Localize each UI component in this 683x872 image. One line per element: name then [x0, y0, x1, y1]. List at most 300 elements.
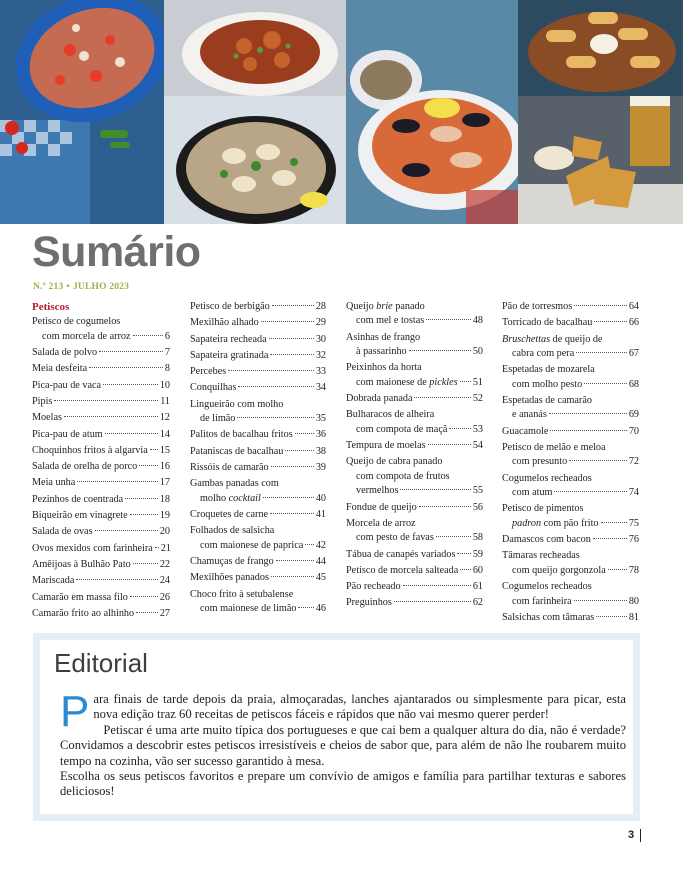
toc-entry-line — [190, 508, 326, 522]
toc-entry-line — [346, 548, 483, 562]
toc-entry-line — [32, 591, 170, 605]
toc-entry — [190, 508, 326, 522]
toc-leader-dots — [601, 522, 627, 523]
toc-entry-line — [346, 345, 483, 359]
toc-page-number: 80 — [628, 595, 639, 607]
toc-entry-title: Biqueirão em vinagrete — [32, 510, 128, 522]
photo-clams — [164, 96, 346, 224]
toc-entry — [190, 571, 326, 585]
toc-entry — [190, 398, 326, 427]
toc-entry-title: vermelhos — [356, 485, 399, 497]
toc-entry-line — [190, 555, 326, 569]
photo-octopus-salad — [0, 0, 164, 224]
toc-entry-title: com mel e tostas — [356, 315, 425, 327]
toc-entry — [346, 439, 483, 453]
toc-entry — [32, 509, 170, 523]
toc-page-number: 81 — [628, 611, 639, 623]
toc-leader-dots — [238, 386, 313, 387]
toc-page-number: 30 — [315, 333, 326, 345]
toc-leader-dots — [426, 319, 471, 320]
toc-entry — [32, 346, 170, 360]
toc-entry-title: Asinhas de frango — [346, 331, 421, 343]
toc-leader-dots — [270, 354, 313, 355]
toc-entry-line — [32, 379, 170, 393]
toc-page-number: 35 — [315, 413, 326, 425]
toc-entry — [502, 549, 639, 578]
toc-entry-line — [32, 574, 170, 588]
toc-entry-line — [502, 486, 639, 500]
toc-page-number: 66 — [628, 317, 639, 329]
toc-entry-line — [190, 349, 326, 363]
toc-page-number: 62 — [472, 597, 483, 609]
toc-entry-title: com maionese de pickles — [356, 376, 458, 388]
toc-entry-title: Queijo de cabra panado — [346, 456, 443, 468]
toc-entry — [502, 300, 639, 314]
toc-entry-title: Sapateira gratinada — [190, 349, 269, 361]
editorial-dropcap: P — [60, 687, 90, 736]
toc-entry — [346, 300, 483, 329]
toc-entry-title: molho cocktail — [200, 492, 261, 504]
toc-page-number: 72 — [628, 456, 639, 468]
toc-page-number: 76 — [628, 534, 639, 546]
toc-entry-title: Ovos mexidos com farinheira — [32, 542, 153, 554]
toc-entry — [502, 472, 639, 501]
toc-page-number: 50 — [472, 346, 483, 358]
toc-leader-dots — [449, 428, 470, 429]
toc-leader-dots — [77, 481, 158, 482]
toc-entry-title: Folhados de salsicha — [190, 525, 275, 537]
toc-entry-title: Lingueirão com molho — [190, 398, 284, 410]
toc-entry-title: Salada de ovas — [32, 526, 93, 538]
toc-page-number: 54 — [472, 440, 483, 452]
toc-leader-dots — [125, 498, 158, 499]
toc-entry — [346, 455, 483, 498]
toc-column-2 — [190, 300, 326, 618]
toc-entry-title: com compota de frutos — [356, 470, 450, 482]
toc-entry-line — [190, 316, 326, 330]
toc-entry — [502, 502, 639, 531]
toc-page-number: 11 — [160, 396, 170, 407]
toc-entry-line — [346, 484, 483, 498]
toc-entry-title: Amêijoas à Bulhão Pato — [32, 558, 131, 570]
toc-leader-dots — [272, 305, 314, 306]
toc-entry-line — [502, 611, 639, 625]
toc-entry-title: Pica-pau de atum — [32, 428, 103, 440]
toc-entry-title: Croquetes de carne — [190, 509, 269, 521]
toc-page-number: 27 — [159, 607, 170, 619]
toc-entry-title: com morcela de arroz — [42, 330, 131, 342]
toc-entry-title: Meia unha — [32, 477, 76, 489]
toc-leader-dots — [54, 400, 158, 401]
toc-entry-line — [502, 533, 639, 547]
toc-page-number: 67 — [628, 348, 639, 359]
toc-page-number: 48 — [472, 315, 483, 327]
toc-entry-title: com maionese de limão — [200, 603, 297, 615]
toc-entry-title: Mariscada — [32, 575, 75, 587]
toc-entry-title: Torricado de bacalhau — [502, 317, 593, 329]
toc-entry — [32, 493, 170, 507]
toc-entry-title: Pica-pau de vaca — [32, 379, 102, 391]
toc-entry-title: com pesto de favas — [356, 532, 434, 544]
toc-entry-line — [502, 300, 639, 314]
toc-entry-title: Rissóis de camarão — [190, 462, 269, 474]
toc-entry-line — [190, 300, 326, 314]
toc-entry — [346, 408, 483, 437]
toc-entry-title: com maionese de paprica — [200, 539, 304, 551]
toc-entry-title: Sapateira recheada — [190, 333, 267, 345]
toc-entry — [32, 607, 170, 621]
toc-entry-line — [502, 347, 639, 361]
editorial-inner — [40, 640, 633, 814]
toc-entry — [190, 300, 326, 314]
toc-entry — [190, 333, 326, 347]
toc-entry-title: Bruschettas de queijo de — [502, 333, 603, 345]
toc-entry-line — [190, 461, 326, 475]
toc-leader-dots — [95, 530, 158, 531]
issue-line — [33, 282, 129, 292]
toc-page-number: 15 — [159, 444, 170, 456]
toc-leader-dots — [460, 381, 471, 382]
toc-entry-title: com compota de maçã — [356, 423, 448, 435]
toc-leader-dots — [403, 585, 471, 586]
toc-leader-dots — [76, 579, 157, 580]
toc-entry-title: com atum — [512, 487, 553, 499]
toc-entry-title: de limão — [200, 413, 236, 425]
toc-page-number: 41 — [315, 509, 326, 521]
toc-entry-line — [190, 333, 326, 347]
toc-entry-line — [32, 395, 170, 409]
toc-entry-line — [346, 300, 483, 314]
toc-entry-line — [346, 517, 483, 531]
toc-entry-line — [502, 363, 639, 377]
toc-entry-title: padron com pão frito — [512, 517, 599, 529]
toc-entry-title: Tábua de canapés variados — [346, 548, 456, 560]
toc-entry-line — [502, 564, 639, 578]
toc-page-number: 64 — [628, 301, 639, 312]
toc-entry — [502, 611, 639, 625]
toc-page-number: 78 — [628, 564, 639, 576]
toc-page-number: 53 — [472, 423, 483, 435]
section-heading: Petiscos — [32, 301, 70, 313]
toc-entry-title: Espetadas de camarão — [502, 395, 592, 406]
toc-entry-line — [502, 316, 639, 330]
toc-entry-line — [502, 408, 639, 422]
toc-entry-line — [346, 531, 483, 545]
toc-page-number: 61 — [472, 581, 483, 593]
toc-leader-dots — [400, 489, 470, 490]
toc-leader-dots — [569, 460, 627, 461]
toc-entry-title: Petisco de berbigão — [190, 301, 270, 312]
toc-leader-dots — [130, 514, 158, 515]
toc-page-number: 14 — [159, 428, 170, 440]
editorial-paragraph-1 — [60, 687, 626, 736]
toc-page-number: 39 — [315, 462, 326, 474]
toc-leader-dots — [237, 417, 313, 418]
toc-leader-dots — [150, 449, 158, 450]
photo-sausage-rolls — [518, 0, 683, 96]
toc-entry-line — [346, 408, 483, 422]
toc-entry-line — [190, 602, 326, 616]
toc-entry-line — [502, 549, 639, 563]
toc-leader-dots — [276, 560, 314, 561]
toc-entry-title: com queijo gorgonzola — [512, 564, 606, 576]
toc-entry — [32, 315, 170, 344]
toc-entry-line — [502, 517, 639, 531]
toc-leader-dots — [261, 321, 314, 322]
toc-page-number: 21 — [160, 542, 171, 554]
toc-entry — [346, 596, 483, 610]
toc-page-number: 32 — [315, 349, 326, 361]
toc-page-number: 17 — [159, 477, 170, 489]
toc-entry-line — [502, 502, 639, 516]
editorial-body — [60, 687, 626, 800]
toc-entry-title: Pão de torresmos — [502, 301, 573, 312]
toc-entry — [32, 476, 170, 490]
toc-entry-line — [190, 398, 326, 412]
toc-column-3 — [346, 300, 483, 613]
toc-entry-line — [346, 314, 483, 328]
toc-leader-dots — [608, 569, 627, 570]
toc-entry — [346, 392, 483, 406]
toc-page-number: 26 — [159, 591, 170, 603]
issue-date: JULHO 2023 — [72, 282, 130, 292]
toc-entry-title: com presunto — [512, 456, 568, 468]
toc-leader-dots — [574, 305, 627, 306]
toc-leader-dots — [593, 538, 627, 539]
toc-entry-line — [502, 378, 639, 392]
toc-leader-dots — [574, 600, 627, 601]
toc-page-number: 74 — [628, 487, 639, 499]
toc-entry-title: Peixinhos da horta — [346, 362, 422, 374]
toc-entry-line — [190, 571, 326, 585]
toc-leader-dots — [136, 612, 158, 613]
toc-entry-line — [502, 595, 639, 609]
toc-leader-dots — [269, 338, 314, 339]
photo-seafood-platter — [346, 0, 518, 224]
toc-entry-title: com molho pesto — [512, 378, 583, 390]
toc-entry-title: Percebes — [190, 366, 227, 378]
toc-entry-line — [190, 428, 326, 442]
toc-entry-line — [32, 330, 170, 344]
toc-leader-dots — [419, 506, 471, 507]
toc-entry-title: Meia desfeita — [32, 363, 88, 375]
toc-entry-title: Salada de orelha de porco — [32, 461, 138, 473]
toc-entry-title: Morcela de arroz — [346, 517, 416, 529]
toc-leader-dots — [228, 370, 314, 371]
photo-fried-snacks — [518, 96, 683, 224]
toc-entry-title: Petisco de melão e meloa — [502, 442, 606, 453]
toc-entry-title: Petisco de cogumelos — [32, 316, 121, 328]
toc-column-1 — [32, 300, 170, 623]
toc-page-number: 24 — [159, 575, 170, 587]
toc-entry — [502, 580, 639, 609]
editorial-box — [33, 633, 640, 821]
toc-entry-line — [502, 425, 639, 439]
toc-leader-dots — [576, 352, 627, 353]
toc-entry — [502, 316, 639, 330]
toc-entry-title: Dobrada panada — [346, 393, 413, 405]
toc-leader-dots — [64, 416, 158, 417]
toc-leader-dots — [285, 450, 313, 451]
editorial-text-1: ara finais de tarde depois da praia, almoçaradas, lanches ajantarados ou simplesmente para picar, esta nova edição traz 60 receitas de petiscos fáceis e rápidos que não vai mesmo querer perder! — [93, 692, 626, 722]
toc-page-number: 42 — [315, 539, 326, 551]
toc-entry-line — [346, 439, 483, 453]
toc-entry — [190, 349, 326, 363]
editorial-title: Editorial — [54, 648, 148, 678]
toc-leader-dots — [436, 536, 471, 537]
toc-entry-title: Damascos com bacon — [502, 534, 591, 546]
toc-entry-title: Guacamole — [502, 425, 549, 437]
toc-entry-title: Salada de polvo — [32, 347, 98, 359]
toc-leader-dots — [263, 497, 314, 498]
toc-entry — [502, 533, 639, 547]
toc-entry — [32, 558, 170, 572]
toc-leader-dots — [409, 350, 471, 351]
toc-leader-dots — [270, 513, 314, 514]
toc-entry — [190, 524, 326, 553]
toc-leader-dots — [133, 563, 158, 564]
toc-entry-line — [502, 394, 639, 408]
toc-entry-title: Palitos de bacalhau fritos — [190, 429, 293, 441]
page-title: Sumário — [32, 228, 201, 276]
toc-leader-dots — [549, 413, 627, 414]
toc-entry — [32, 574, 170, 588]
toc-leader-dots — [596, 616, 627, 617]
toc-leader-dots — [460, 569, 471, 570]
toc-leader-dots — [89, 367, 163, 368]
toc-entry-line — [32, 411, 170, 425]
toc-page-number: 12 — [159, 412, 170, 424]
toc-entry-title: Tâmaras recheadas — [502, 550, 580, 562]
toc-entry — [32, 542, 170, 556]
toc-entry — [346, 548, 483, 562]
toc-entry — [190, 461, 326, 475]
toc-entry-line — [346, 423, 483, 437]
toc-entry-line — [32, 460, 170, 474]
toc-column-4 — [502, 300, 639, 627]
toc-page-number: 75 — [628, 517, 639, 529]
toc-entry-line — [502, 472, 639, 486]
toc-entry-line — [190, 492, 326, 506]
toc-page-number: 7 — [164, 347, 170, 359]
toc-entry-line — [32, 493, 170, 507]
toc-entry-title: e ananás — [512, 409, 547, 421]
toc-leader-dots — [130, 596, 158, 597]
toc-entry-title: Moelas — [32, 412, 62, 424]
toc-page-number: 69 — [628, 409, 639, 421]
toc-entry — [32, 395, 170, 409]
toc-entry-title: Mexilhão alhado — [190, 317, 259, 329]
toc-entry-title: Petisco de morcela salteada — [346, 564, 459, 576]
toc-page-number: 51 — [472, 376, 483, 388]
toc-entry-line — [346, 376, 483, 390]
toc-entry — [32, 460, 170, 474]
toc-page-number: 8 — [164, 363, 170, 375]
toc-page-number: 44 — [315, 556, 326, 568]
toc-entry — [190, 381, 326, 395]
toc-entry — [32, 525, 170, 539]
toc-entry-title: Gambas panadas com — [190, 478, 279, 490]
toc-leader-dots — [550, 430, 626, 431]
toc-entry-line — [190, 539, 326, 553]
toc-entry — [346, 501, 483, 515]
toc-entry-line — [346, 331, 483, 345]
toc-page-number: 46 — [315, 603, 326, 615]
toc-entry — [346, 517, 483, 546]
toc-entry-line — [190, 365, 326, 379]
toc-page-number: 45 — [315, 572, 326, 584]
toc-entry — [346, 331, 483, 360]
issue-separator: • — [66, 282, 70, 292]
toc-entry — [32, 411, 170, 425]
toc-entry-line — [346, 455, 483, 469]
toc-entry-line — [346, 596, 483, 610]
toc-entry-title: Choquinhos fritos à algarvia — [32, 444, 148, 456]
toc-page-number: 34 — [315, 382, 326, 394]
toc-leader-dots — [99, 351, 163, 352]
editorial-paragraph-3: Escolha os seus petiscos favoritos e prepare um convívio de amigos e família para partilhar texturas e sabores deliciosos! — [60, 769, 626, 799]
toc-entry-title: Camarão frito ao alhinho — [32, 607, 135, 619]
toc-page-number: 38 — [315, 445, 326, 457]
toc-entry-line — [32, 428, 170, 442]
toc-entry-line — [190, 477, 326, 491]
toc-entry-line — [502, 580, 639, 594]
toc-page-number: 36 — [315, 429, 326, 441]
toc-entry-title: Salsichas com tâmaras — [502, 611, 595, 623]
toc-entry — [190, 365, 326, 379]
toc-entry-title: cabra com pera — [512, 348, 575, 359]
toc-entry-line — [190, 524, 326, 538]
toc-entry-title: Pataniscas de bacalhau — [190, 445, 284, 457]
toc-leader-dots — [155, 547, 159, 548]
toc-leader-dots — [105, 433, 158, 434]
toc-entry — [346, 580, 483, 594]
toc-page-number: 29 — [315, 317, 326, 329]
toc-entry-title: Petisco de pimentos — [502, 503, 584, 515]
toc-entry-title: Cogumelos recheados — [502, 472, 592, 484]
toc-page-number: 70 — [628, 425, 639, 437]
toc-entry — [32, 379, 170, 393]
toc-entry-title: Camarão em massa filo — [32, 591, 128, 603]
toc-entry-title: com farinheira — [512, 595, 572, 607]
toc-entry-line — [32, 558, 170, 572]
toc-page-number: 19 — [159, 510, 170, 522]
toc-page-number: 40 — [315, 492, 326, 504]
toc-entry-line — [190, 588, 326, 602]
toc-entry-title: Chamuças de frango — [190, 556, 274, 568]
toc-entry-line — [190, 381, 326, 395]
toc-leader-dots — [103, 384, 158, 385]
toc-entry — [346, 564, 483, 578]
toc-entry-title: à passarinho — [356, 346, 407, 358]
issue-number: N.º 213 — [33, 282, 64, 292]
toc-entry — [502, 394, 639, 423]
toc-entry — [32, 428, 170, 442]
toc-entry — [32, 591, 170, 605]
toc-entry-line — [502, 441, 639, 455]
page-number: 3 — [628, 829, 641, 842]
toc-entry-title: Tempura de moelas — [346, 440, 426, 452]
toc-entry-line — [32, 346, 170, 360]
photo-collage — [0, 0, 683, 224]
toc-entry-line — [346, 564, 483, 578]
toc-entry — [32, 362, 170, 376]
toc-entry — [502, 425, 639, 439]
toc-entry — [190, 428, 326, 442]
toc-entry — [502, 441, 639, 470]
toc-leader-dots — [305, 544, 314, 545]
toc-entry-line — [32, 607, 170, 621]
